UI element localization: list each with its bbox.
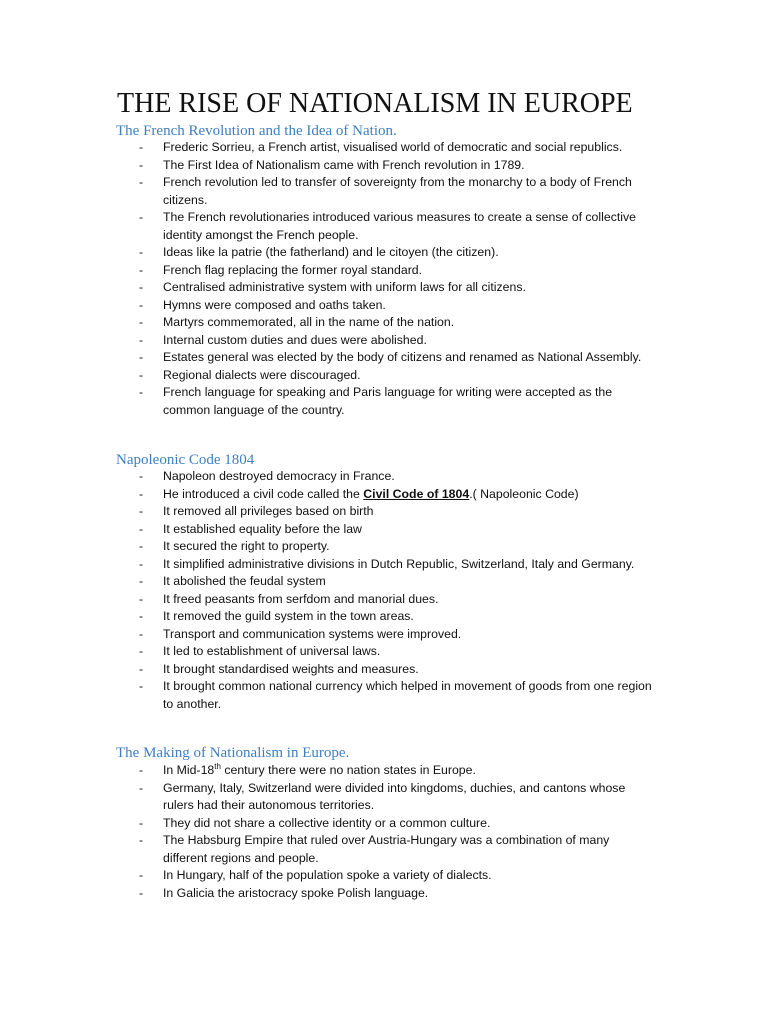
list-item-text: It brought common national currency which helped in movement of goods from one region to another. [163, 679, 652, 711]
list-item-text: French flag replacing the former royal standard. [163, 262, 423, 277]
list-item [136, 643, 656, 661]
bullet-dash: - [139, 815, 144, 830]
bullet-dash: - [139, 262, 144, 277]
bullet-dash: - [139, 885, 144, 900]
list-item-text: French revolution led to transfer of sovereignty from the monarchy to a body of French citizens. [163, 175, 632, 207]
bullet-dash: - [139, 644, 144, 658]
list-item [136, 538, 656, 556]
list-item [136, 262, 656, 280]
list-item-text: In Hungary, half of the population spoke a variety of dialects. [163, 868, 492, 882]
list-item-text: .( Napoleonic Code) [469, 486, 579, 501]
list-item-text: Martyrs commemorated, all in the name of the nation. [163, 315, 455, 329]
list-item-text: French language for speaking and Paris language for writing were accepted as the common language of the country. [163, 385, 613, 417]
list-item-text: It removed the guild system in the town areas. [163, 609, 414, 623]
list-item [136, 556, 656, 574]
bullet-dash: - [139, 469, 144, 483]
list-item-text: Hymns were composed and oaths taken. [163, 297, 386, 312]
list-item-text: In Mid-18 [163, 763, 215, 777]
list-item [136, 157, 656, 175]
bullet-dash: - [139, 539, 144, 553]
list-item [136, 174, 656, 209]
list-item [136, 832, 656, 867]
bullet-dash: - [139, 367, 144, 382]
list-item-text: It removed all privileges based on birth [163, 504, 374, 518]
list-item-text: The First Idea of Nationalism came with French revolution in 1789. [163, 157, 525, 172]
list-item [136, 332, 656, 350]
list-item [136, 384, 656, 419]
list-item-text: The Habsburg Empire that ruled over Austria-Hungary was a combination of many different regions and people. [163, 833, 610, 865]
bullet-dash: - [139, 504, 144, 518]
list-item [136, 367, 656, 385]
list-item [136, 314, 656, 332]
list-item [136, 503, 656, 521]
list-item-text: He introduced a civil code called the [163, 486, 364, 501]
list-item [136, 139, 656, 157]
bullet-dash: - [139, 297, 144, 312]
bullet-dash: - [139, 591, 144, 606]
section-heading-napoleonic-code: Napoleonic Code 1804 [116, 452, 255, 468]
bullet-dash: - [139, 315, 144, 329]
list-item-text: Regional dialects were discouraged. [163, 367, 361, 382]
bullet-dash: - [139, 280, 144, 294]
list-item [136, 885, 656, 903]
list-item-text: century there were no nation states in Europe. [220, 763, 476, 777]
list-item [136, 815, 656, 833]
list-item [136, 209, 656, 244]
list-item-text: Internal custom duties and dues were abolished. [163, 332, 427, 347]
bullet-dash: - [139, 157, 144, 172]
list-item-text: Transport and communication systems were improved. [163, 626, 462, 641]
list-item [136, 297, 656, 315]
list-item-text: They did not share a collective identity or a common culture. [163, 815, 491, 830]
bullet-dash: - [139, 868, 144, 882]
list-item-text: Frederic Sorrieu, a French artist, visualised world of democratic and social republics. [163, 140, 623, 154]
list-item [136, 244, 656, 262]
bullet-dash: - [139, 661, 144, 676]
bullet-dash: - [139, 486, 144, 501]
bullet-dash: - [139, 140, 144, 154]
list-item-text: In Galicia the aristocracy spoke Polish language. [163, 885, 429, 900]
bullet-list-french-revolution [136, 139, 656, 419]
bullet-dash: - [139, 245, 144, 259]
section-heading-french-revolution: The French Revolution and the Idea of Nation. [116, 123, 397, 139]
list-item [136, 349, 656, 367]
emphasized-term: Civil Code of 1804 [363, 486, 470, 501]
bullet-dash: - [139, 763, 144, 777]
list-item [136, 521, 656, 539]
bullet-dash: - [139, 332, 144, 347]
bullet-dash: - [139, 780, 144, 795]
list-item-text: Centralised administrative system with uniform laws for all citizens. [163, 280, 526, 294]
list-item-text: It led to establishment of universal laws. [163, 644, 381, 658]
bullet-dash: - [139, 210, 144, 224]
bullet-list-napoleonic-code [136, 468, 656, 713]
bullet-dash: - [139, 175, 144, 189]
list-item [136, 867, 656, 885]
bullet-dash: - [139, 350, 144, 364]
list-item-text: Germany, Italy, Switzerland were divided into kingdoms, duchies, and cantons whose rulers had their autonomous territories. [163, 780, 626, 812]
list-item-text: Ideas like la patrie (the fatherland) and le citoyen (the citizen). [163, 245, 499, 259]
bullet-dash: - [139, 626, 144, 641]
list-item-text: It brought standardised weights and measures. [163, 661, 419, 676]
page-title: THE RISE OF NATIONALISM IN EUROPE [117, 88, 633, 119]
list-item-text: It simplified administrative divisions in Dutch Republic, Switzerland, Italy and Germany. [163, 556, 635, 571]
bullet-dash: - [139, 609, 144, 623]
list-item-text: It freed peasants from serfdom and manorial dues. [163, 591, 439, 606]
list-item-text: It established equality before the law [163, 521, 362, 536]
list-item [136, 780, 656, 815]
bullet-dash: - [139, 679, 144, 693]
bullet-dash: - [139, 556, 144, 571]
list-item-text: Napoleon destroyed democracy in France. [163, 469, 395, 483]
list-item [136, 279, 656, 297]
list-item [136, 608, 656, 626]
bullet-dash: - [139, 385, 144, 399]
list-item-text: It secured the right to property. [163, 539, 330, 553]
bullet-list-making-of-nationalism [136, 762, 656, 902]
list-item-text: It abolished the feudal system [163, 574, 326, 588]
list-item-text: Estates general was elected by the body of citizens and renamed as National Assembly. [163, 350, 642, 364]
bullet-dash: - [139, 833, 144, 847]
list-item [136, 486, 656, 504]
list-item [136, 626, 656, 644]
section-heading-making-of-nationalism: The Making of Nationalism in Europe. [116, 745, 350, 761]
bullet-dash: - [139, 574, 144, 588]
list-item [136, 661, 656, 679]
list-item [136, 678, 656, 713]
list-item [136, 762, 656, 780]
list-item [136, 573, 656, 591]
list-item [136, 591, 656, 609]
bullet-dash: - [139, 521, 144, 536]
ordinal-superscript: th [214, 761, 221, 771]
list-item-text: The French revolutionaries introduced various measures to create a sense of collective identity amongst the French people. [163, 210, 636, 242]
list-item [136, 468, 656, 486]
